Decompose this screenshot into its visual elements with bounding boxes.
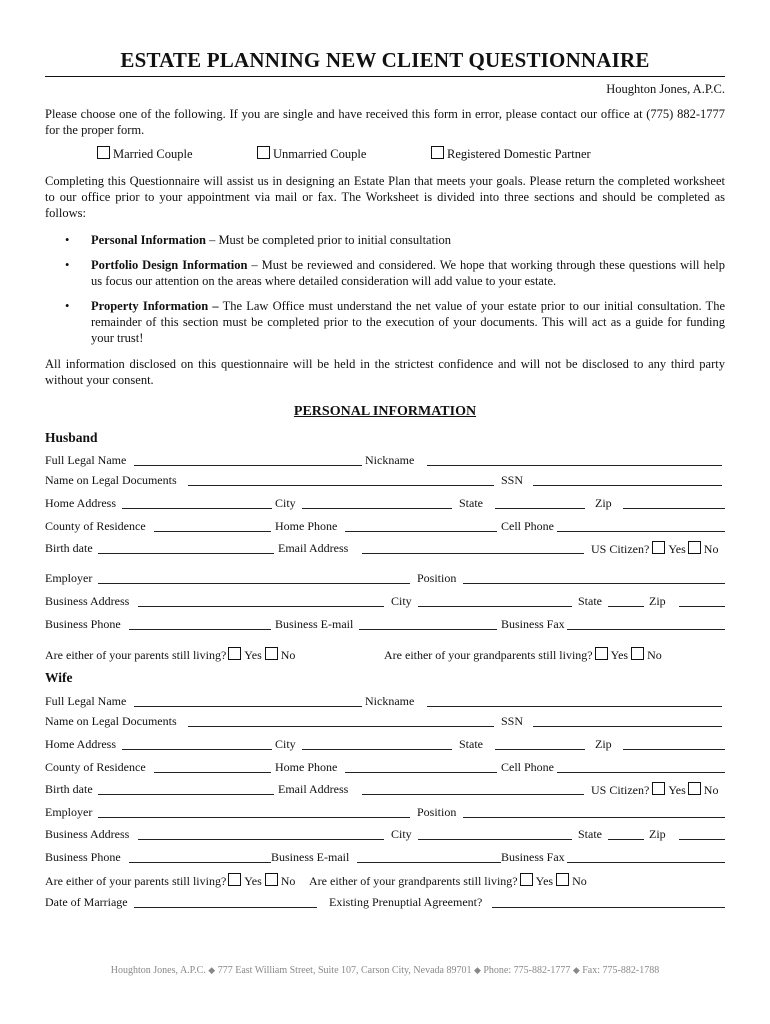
- husband-row-family: [45, 647, 727, 663]
- bullet-heading: Personal Information: [91, 233, 206, 247]
- husband-home-phone-field[interactable]: [345, 531, 497, 532]
- husband-us-citizen: US Citizen? Yes No: [591, 542, 719, 556]
- bullet-text: The Law Office must understand the net value of your estate prior to our initial consultation. The remainder of this section must be completed prior to the execution of your documents. This will act as a guide for funding your trust!: [91, 299, 725, 345]
- intro-paragraph-1: Please choose one of the following. If you are single and have received this form in error, please contact our office at (775) 882-1777 for the proper form.: [45, 107, 725, 137]
- husband-heading: Husband: [45, 430, 98, 445]
- checkbox-yes[interactable]: [228, 647, 241, 660]
- wife-row-name: [45, 694, 727, 710]
- wife-grandparents-living: Are either of your grandparents still living? Yes No: [309, 874, 587, 888]
- bullet-text: – Must be reviewed and considered. We hope that working through these questions will help us focus our attention on the areas where detailed consideration will add value to your estate.: [91, 258, 725, 288]
- bullet-icon: •: [65, 258, 70, 272]
- label: State: [459, 737, 483, 751]
- wife-row-employer: [45, 805, 727, 821]
- label: Business E-mail: [275, 617, 354, 631]
- diamond-icon: ◆: [208, 965, 216, 975]
- label: State: [578, 827, 602, 841]
- checkbox-no[interactable]: [688, 541, 701, 554]
- wife-position-field[interactable]: [463, 817, 725, 818]
- wife-row-birth: [45, 782, 727, 798]
- choice-label: Registered Domestic Partner: [447, 147, 591, 161]
- husband-row-birth: [45, 541, 727, 557]
- label: Home Phone: [275, 760, 338, 774]
- wife-cell-phone-field[interactable]: [557, 772, 725, 773]
- checkbox-yes[interactable]: [652, 782, 665, 795]
- bullet-text: – Must be completed prior to initial consultation: [205, 233, 452, 247]
- label: Nickname: [365, 453, 415, 467]
- wife-row-address: [45, 737, 727, 753]
- wife-email-field[interactable]: [362, 794, 584, 795]
- checkbox-no[interactable]: [265, 647, 278, 660]
- label: Nickname: [365, 694, 415, 708]
- wife-business-email-field[interactable]: [357, 862, 501, 863]
- husband-row-business-contact: [45, 617, 727, 633]
- checkbox-yes[interactable]: [652, 541, 665, 554]
- husband-state-field[interactable]: [495, 508, 585, 509]
- footer-firm: Houghton Jones, A.P.C.: [110, 965, 206, 976]
- intro-paragraph-2: Completing this Questionnaire will assist us in designing an Estate Plan that meets your goals. Please return the completed worksheet to our office prior to your appointment via mail or fax. The Worksheet is divided into three sections and should be completed as follows:: [45, 174, 725, 220]
- label: Home Address: [45, 496, 116, 510]
- wife-state-field[interactable]: [495, 749, 585, 750]
- wife-birth-date-field[interactable]: [98, 794, 274, 795]
- husband-business-state-field[interactable]: [608, 606, 644, 607]
- husband-row-name: [45, 453, 727, 469]
- wife-us-citizen: US Citizen? Yes No: [591, 783, 719, 797]
- husband-birth-date-field[interactable]: [98, 553, 274, 554]
- husband-business-fax-field[interactable]: [567, 629, 725, 630]
- footer-fax: Fax: 775-882-1788: [582, 965, 660, 976]
- label: Email Address: [278, 541, 349, 555]
- label: Zip: [595, 496, 612, 510]
- wife-zip-field[interactable]: [623, 749, 725, 750]
- title-block: [45, 48, 725, 77]
- diamond-icon: ◆: [572, 965, 580, 975]
- wife-city-field[interactable]: [302, 749, 452, 750]
- label: Home Address: [45, 737, 116, 751]
- wife-business-city-field[interactable]: [418, 839, 572, 840]
- label: State: [578, 594, 602, 608]
- label: City: [391, 827, 412, 841]
- wife-business-address-field[interactable]: [138, 839, 384, 840]
- choice-unmarried-couple[interactable]: [257, 146, 366, 162]
- label: City: [275, 496, 296, 510]
- choice-registered-domestic-partner[interactable]: [431, 146, 591, 162]
- checkbox-no[interactable]: [556, 873, 569, 886]
- husband-row-employer: [45, 571, 727, 587]
- husband-email-field[interactable]: [362, 553, 584, 554]
- wife-business-fax-field[interactable]: [567, 862, 725, 863]
- wife-row-family: [45, 873, 727, 889]
- label: Name on Legal Documents: [45, 473, 177, 487]
- list-item: [45, 232, 725, 248]
- label: Full Legal Name: [45, 694, 127, 708]
- page-footer: [0, 965, 770, 976]
- checkbox-yes[interactable]: [520, 873, 533, 886]
- husband-cell-phone-field[interactable]: [557, 531, 725, 532]
- bullet-icon: •: [65, 233, 70, 247]
- choice-label: Married Couple: [113, 147, 193, 161]
- checkbox-no[interactable]: [688, 782, 701, 795]
- label: Home Phone: [275, 519, 338, 533]
- label: Business Fax: [501, 850, 565, 864]
- bullet-icon: •: [65, 299, 70, 313]
- checkbox[interactable]: [431, 146, 444, 159]
- label: Date of Marriage: [45, 895, 128, 909]
- husband-position-field[interactable]: [463, 583, 725, 584]
- choice-married-couple[interactable]: [97, 146, 193, 162]
- husband-home-address-field[interactable]: [122, 508, 272, 509]
- label: Full Legal Name: [45, 453, 127, 467]
- checkbox[interactable]: [97, 146, 110, 159]
- husband-zip-field[interactable]: [623, 508, 725, 509]
- label: Position: [417, 805, 457, 819]
- label: Existing Prenuptial Agreement?: [329, 895, 483, 909]
- label: County of Residence: [45, 760, 146, 774]
- wife-employer-field[interactable]: [98, 817, 410, 818]
- wife-business-zip-field[interactable]: [679, 839, 725, 840]
- label: Business Phone: [45, 850, 121, 864]
- wife-full-legal-name-field[interactable]: [134, 706, 362, 707]
- label: Employer: [45, 571, 93, 585]
- date-of-marriage-field[interactable]: [134, 907, 317, 908]
- label: Cell Phone: [501, 760, 554, 774]
- husband-business-address-field[interactable]: [138, 606, 384, 607]
- diamond-icon: ◆: [473, 965, 481, 975]
- wife-ssn-field[interactable]: [533, 726, 722, 727]
- husband-business-zip-field[interactable]: [679, 606, 725, 607]
- wife-name-on-documents-field[interactable]: [188, 726, 494, 727]
- label: Business E-mail: [271, 850, 350, 864]
- checkbox[interactable]: [257, 146, 270, 159]
- husband-business-phone-field[interactable]: [129, 629, 271, 630]
- label: Birth date: [45, 541, 93, 555]
- wife-home-phone-field[interactable]: [345, 772, 497, 773]
- husband-county-field[interactable]: [154, 531, 271, 532]
- husband-row-address: [45, 496, 727, 512]
- husband-row-docs: [45, 473, 727, 489]
- husband-name-on-documents-field[interactable]: [188, 485, 494, 486]
- list-item: [45, 298, 725, 346]
- label: State: [459, 496, 483, 510]
- wife-row-docs: [45, 714, 727, 730]
- checkbox-yes[interactable]: [595, 647, 608, 660]
- wife-business-state-field[interactable]: [608, 839, 644, 840]
- wife-row-county: [45, 760, 727, 776]
- section-title-personal-information: PERSONAL INFORMATION: [293, 404, 477, 419]
- label: Business Phone: [45, 617, 121, 631]
- wife-row-business-contact: [45, 850, 727, 866]
- list-item: [45, 257, 725, 289]
- wife-row-business-address: [45, 827, 727, 843]
- label: Zip: [649, 827, 666, 841]
- wife-business-phone-field[interactable]: [129, 862, 271, 863]
- label: Business Fax: [501, 617, 565, 631]
- label: Zip: [649, 594, 666, 608]
- confidentiality-paragraph: All information disclosed on this questionnaire will be held in the strictest confidence and will not be disclosed to any third party without your consent.: [45, 357, 725, 387]
- label: Business Address: [45, 594, 130, 608]
- husband-business-email-field[interactable]: [359, 629, 497, 630]
- label: Employer: [45, 805, 93, 819]
- label: City: [391, 594, 412, 608]
- label: SSN: [501, 473, 524, 487]
- husband-business-city-field[interactable]: [418, 606, 572, 607]
- husband-city-field[interactable]: [302, 508, 452, 509]
- label: Business Address: [45, 827, 130, 841]
- bullet-heading: Portfolio Design Information: [91, 258, 248, 272]
- label: Zip: [595, 737, 612, 751]
- checkbox-no[interactable]: [631, 647, 644, 660]
- husband-ssn-field[interactable]: [533, 485, 722, 486]
- wife-home-address-field[interactable]: [122, 749, 272, 750]
- husband-nickname-field[interactable]: [427, 465, 722, 466]
- husband-parents-living: Are either of your parents still living? Yes No: [45, 648, 296, 662]
- husband-row-business-address: [45, 594, 727, 610]
- wife-heading: Wife: [45, 670, 73, 685]
- label: Name on Legal Documents: [45, 714, 177, 728]
- wife-row-marriage: [45, 895, 727, 911]
- firm-name: Houghton Jones, A.P.C.: [606, 82, 725, 96]
- label: Position: [417, 571, 457, 585]
- checkbox-yes[interactable]: [228, 873, 241, 886]
- footer-address: 777 East William Street, Suite 107, Carson City, Nevada 89701: [217, 965, 472, 976]
- checkbox-no[interactable]: [265, 873, 278, 886]
- wife-nickname-field[interactable]: [427, 706, 722, 707]
- label: Email Address: [278, 782, 349, 796]
- label: City: [275, 737, 296, 751]
- husband-full-legal-name-field[interactable]: [134, 465, 362, 466]
- label: County of Residence: [45, 519, 146, 533]
- wife-parents-living: Are either of your parents still living? Yes No: [45, 874, 296, 888]
- wife-county-field[interactable]: [154, 772, 271, 773]
- husband-grandparents-living: Are either of your grandparents still living? Yes No: [384, 648, 662, 662]
- bullet-heading: Property Information –: [91, 299, 219, 313]
- choice-label: Unmarried Couple: [273, 147, 367, 161]
- label: Birth date: [45, 782, 93, 796]
- label: SSN: [501, 714, 524, 728]
- page-title: ESTATE PLANNING NEW CLIENT QUESTIONNAIRE: [120, 48, 650, 72]
- husband-employer-field[interactable]: [98, 583, 410, 584]
- prenuptial-agreement-field[interactable]: [492, 907, 725, 908]
- husband-row-county: [45, 519, 727, 535]
- label: Cell Phone: [501, 519, 554, 533]
- footer-phone: Phone: 775-882-1777: [483, 965, 571, 976]
